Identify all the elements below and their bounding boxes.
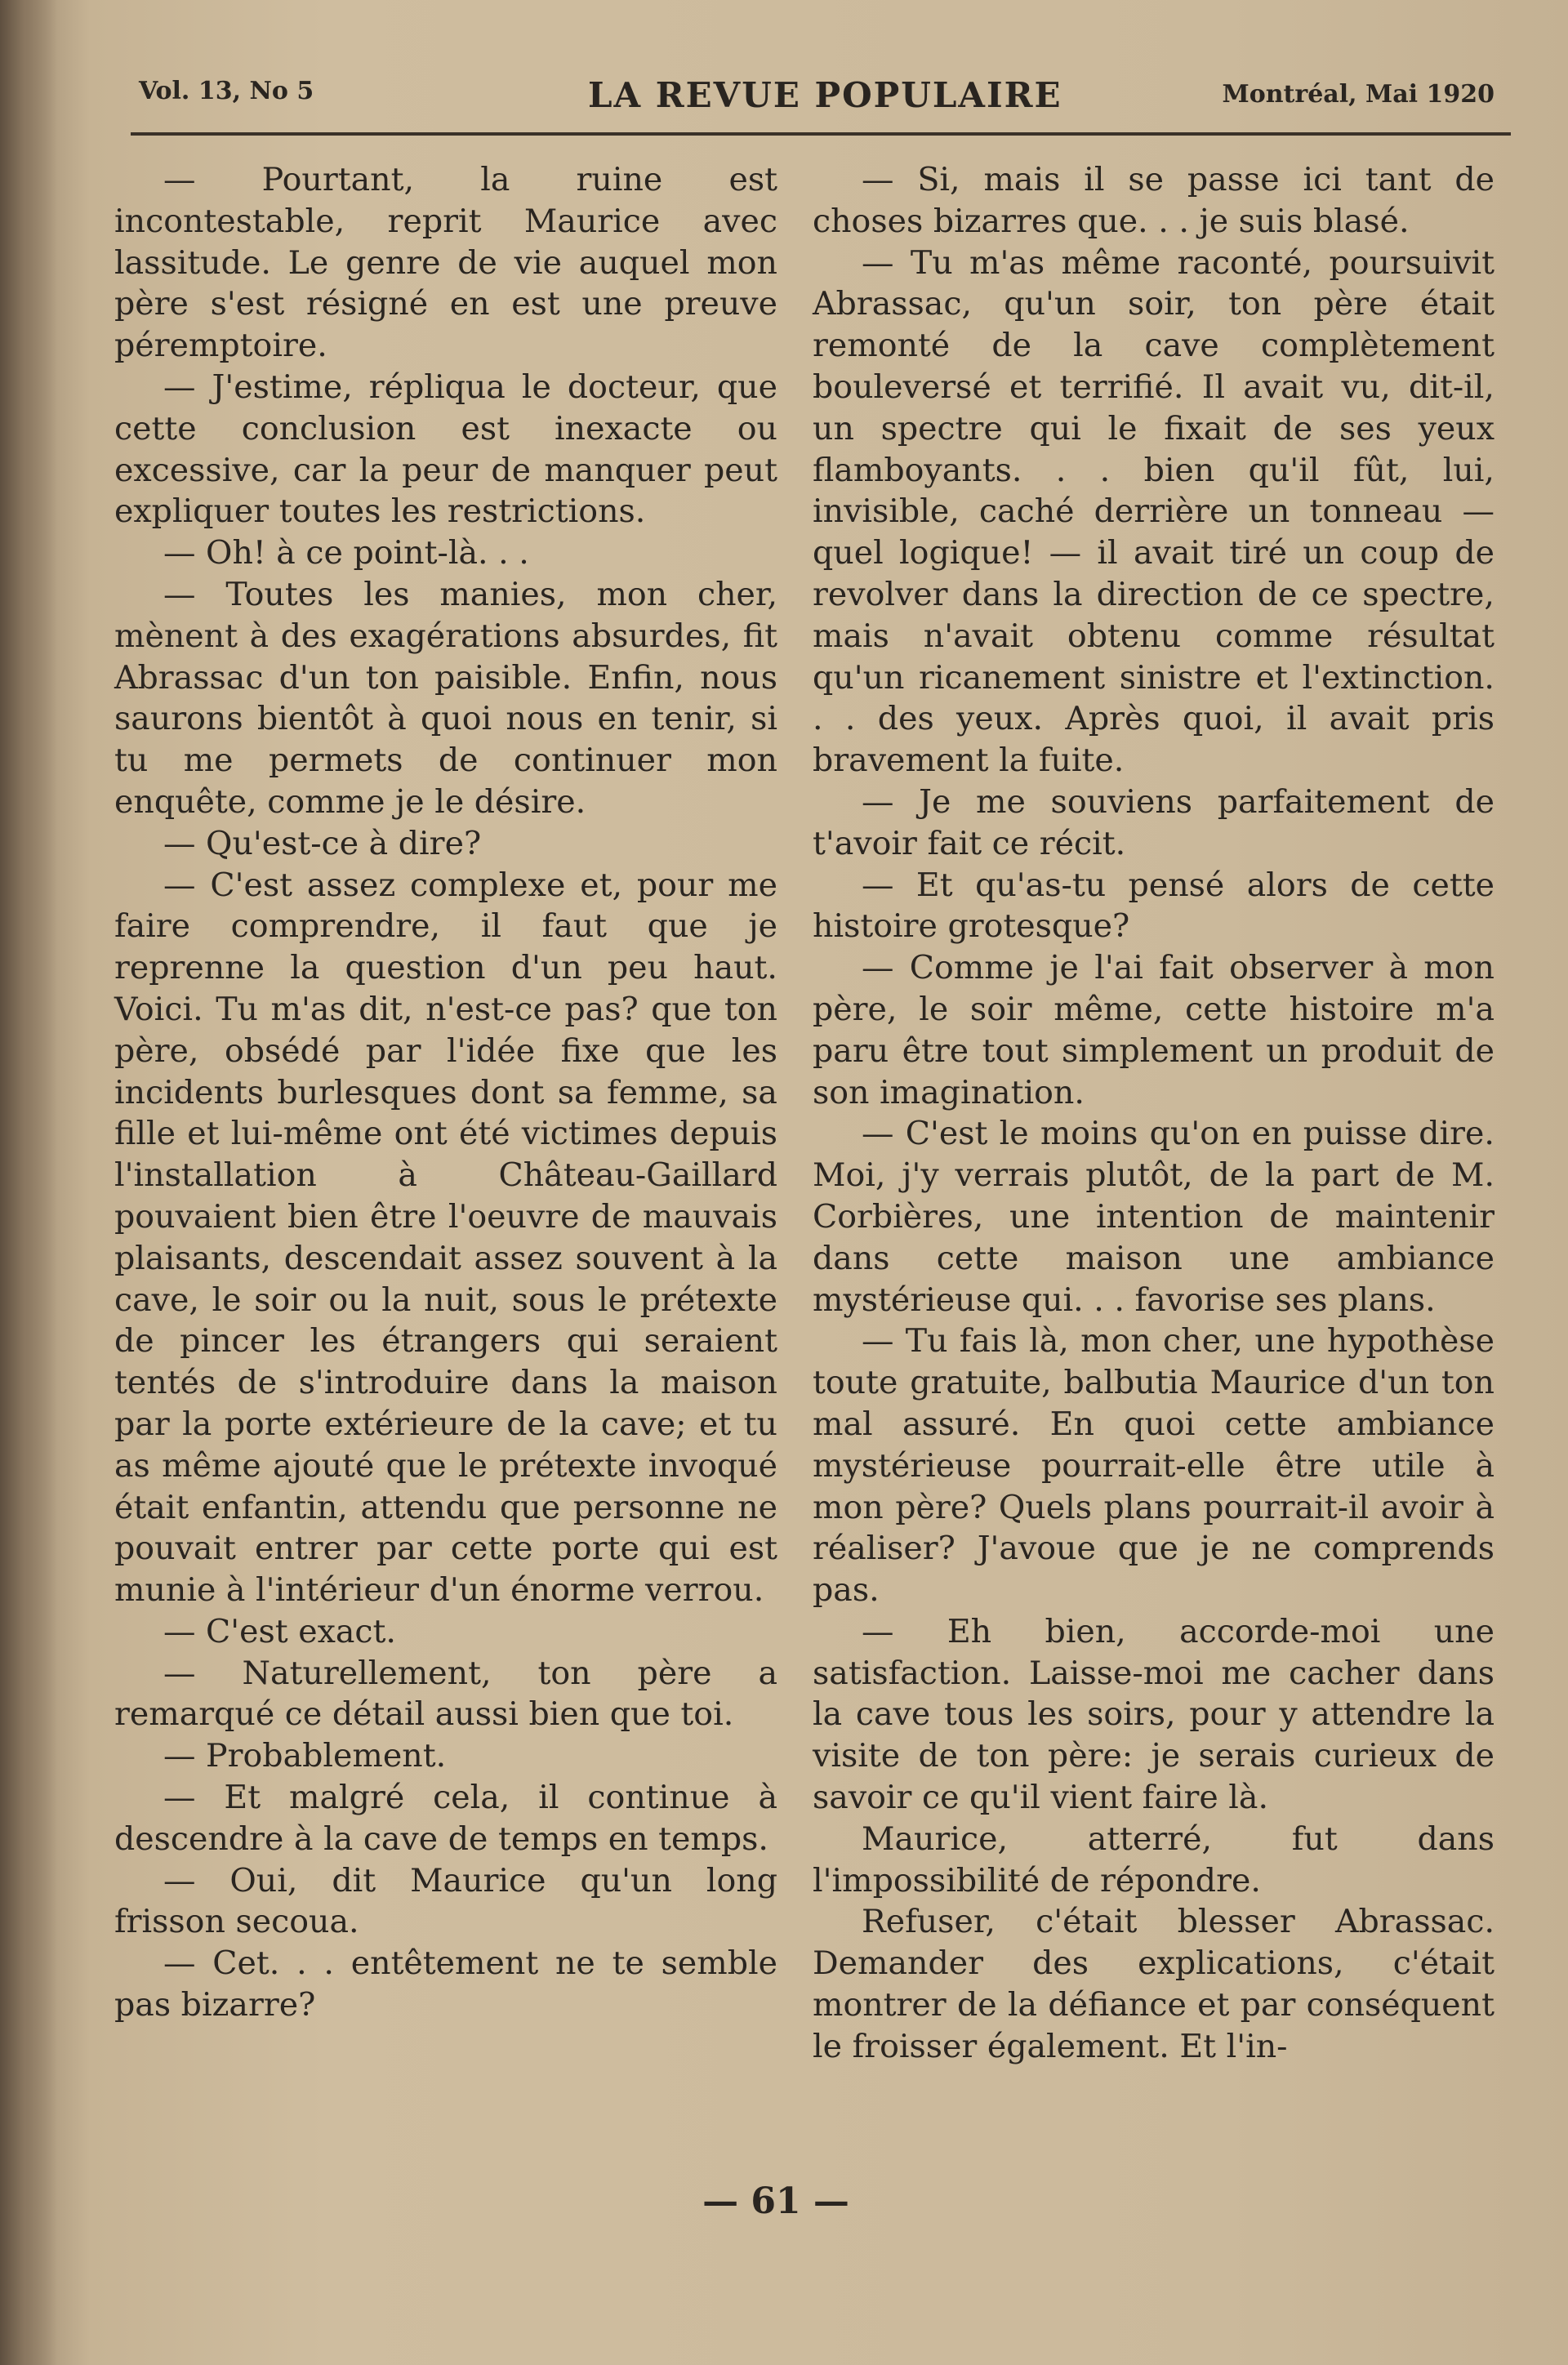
paragraph: — Eh bien, accorde-moi une satisfaction. Laisse-moi me cacher dans la cave tous les soirs, pour y attendre la visite de ton père: je serais curieux de savoir ce qu'il vient faire là.	[813, 1612, 1494, 1817]
right-column	[813, 159, 1494, 2068]
publication-title: LA REVUE POPULAIRE	[588, 75, 1062, 115]
left-column	[114, 159, 777, 2026]
paragraph: — Si, mais il se passe ici tant de choses bizarres que. . . je suis blasé.	[813, 161, 1494, 240]
issue-date: Montréal, Mai 1920	[1222, 80, 1494, 109]
paragraph: — Oui, dit Maurice qu'un long frisson secoua.	[114, 1861, 777, 1941]
paragraph: — Tu fais là, mon cher, une hypothèse toute gratuite, balbutia Maurice d'un ton mal assuré. En quoi cette ambiance mystérieuse pourrait-elle être utile à mon père? Quels plans pourrait-il avoir à réaliser? J'avoue que je ne comprends pas.	[813, 1322, 1494, 1610]
binding-edge	[0, 0, 57, 2365]
paragraph: — Probablement.	[163, 1737, 447, 1775]
volume-number: Vol. 13, No 5	[139, 77, 314, 105]
paragraph: — C'est le moins qu'on en puisse dire. Moi, j'y verrais plutôt, de la part de M. Corbières, une intention de maintenir dans cette maison une ambiance mystérieuse qui. . . favorise ses plans.	[813, 1115, 1494, 1319]
paragraph: — C'est exact.	[163, 1612, 396, 1650]
paragraph: — Je me souviens parfaitement de t'avoir fait ce récit.	[813, 782, 1494, 862]
paragraph: Maurice, atterré, fut dans l'impossibilité de répondre.	[813, 1819, 1494, 1900]
paragraph: — J'estime, répliqua le docteur, que cette conclusion est inexacte ou excessive, car la peur de manquer peut expliquer toutes les restrictions.	[114, 367, 777, 531]
paragraph: — C'est assez complexe et, pour me faire comprendre, il faut que je reprenne la question d'un peu haut. Voici. Tu m'as dit, n'est-ce pas? que ton père, obsédé par l'idée fixe que les incidents burlesques dont sa femme, sa fille et lui-même ont été victimes depuis l'installation à Château-Gaillard pouvaient bien être l'oeuvre de mauvais plaisants, descendait assez souvent à la cave, le soir ou la nuit, sous le prétexte de pincer les étrangers qui seraient tentés de s'introduire dans la maison par la porte extérieure de la cave; et tu as même ajouté que le prétexte invoqué était enfantin, attendu que personne ne pouvait entrer par cette porte qui est munie à l'intérieur d'un énorme verrou.	[114, 866, 777, 1610]
paragraph: — Tu m'as même raconté, poursuivit Abrassac, qu'un soir, ton père était remonté de la cave complètement bouleversé et terrifié. Il avait vu, dit-il, un spectre qui le fixait de ses yeux flamboyants. . . bien qu'il fût, lui, invisible, caché derrière un tonneau — quel logique! — il avait tiré un coup de revolver dans la direction de ce spectre, mais n'avait obtenu comme résultat qu'un ricanement sinistre et l'extinction. . . des yeux. Après quoi, il avait pris bravement la fuite.	[813, 243, 1494, 780]
header-rule	[131, 132, 1511, 136]
paragraph: — Comme je l'ai fait observer à mon père, le soir même, cette histoire m'a paru être tout simplement un produit de son imagination.	[813, 949, 1494, 1111]
page-number: — 61 —	[702, 2180, 849, 2222]
paragraph: — Naturellement, ton père a remarqué ce détail aussi bien que toi.	[114, 1654, 777, 1734]
paragraph: — Et qu'as-tu pensé alors de cette histoire grotesque?	[813, 866, 1494, 946]
paragraph: Refuser, c'était blesser Abrassac. Demander des explications, c'était montrer de la défiance et par conséquent le froisser également. Et l'in-	[813, 1903, 1494, 2065]
paragraph: — Et malgré cela, il continue à descendre à la cave de temps en temps.	[114, 1779, 777, 1858]
paragraph: — Cet. . . entêtement ne te semble pas bizarre?	[114, 1944, 777, 2024]
page-header	[131, 75, 1494, 132]
paragraph: — Oh! à ce point-là. . .	[163, 534, 529, 572]
paragraph: — Toutes les manies, mon cher, mènent à des exagérations absurdes, fit Abrassac d'un ton paisible. Enfin, nous saurons bientôt à quoi nous en tenir, si tu me permets de continuer mon enquête, comme je le désire.	[114, 575, 777, 821]
paragraph: — Qu'est-ce à dire?	[163, 824, 482, 862]
paragraph: — Pourtant, la ruine est incontestable, reprit Maurice avec lassitude. Le genre de vie auquel mon père s'est résigné en est une preuve péremptoire.	[114, 161, 777, 365]
